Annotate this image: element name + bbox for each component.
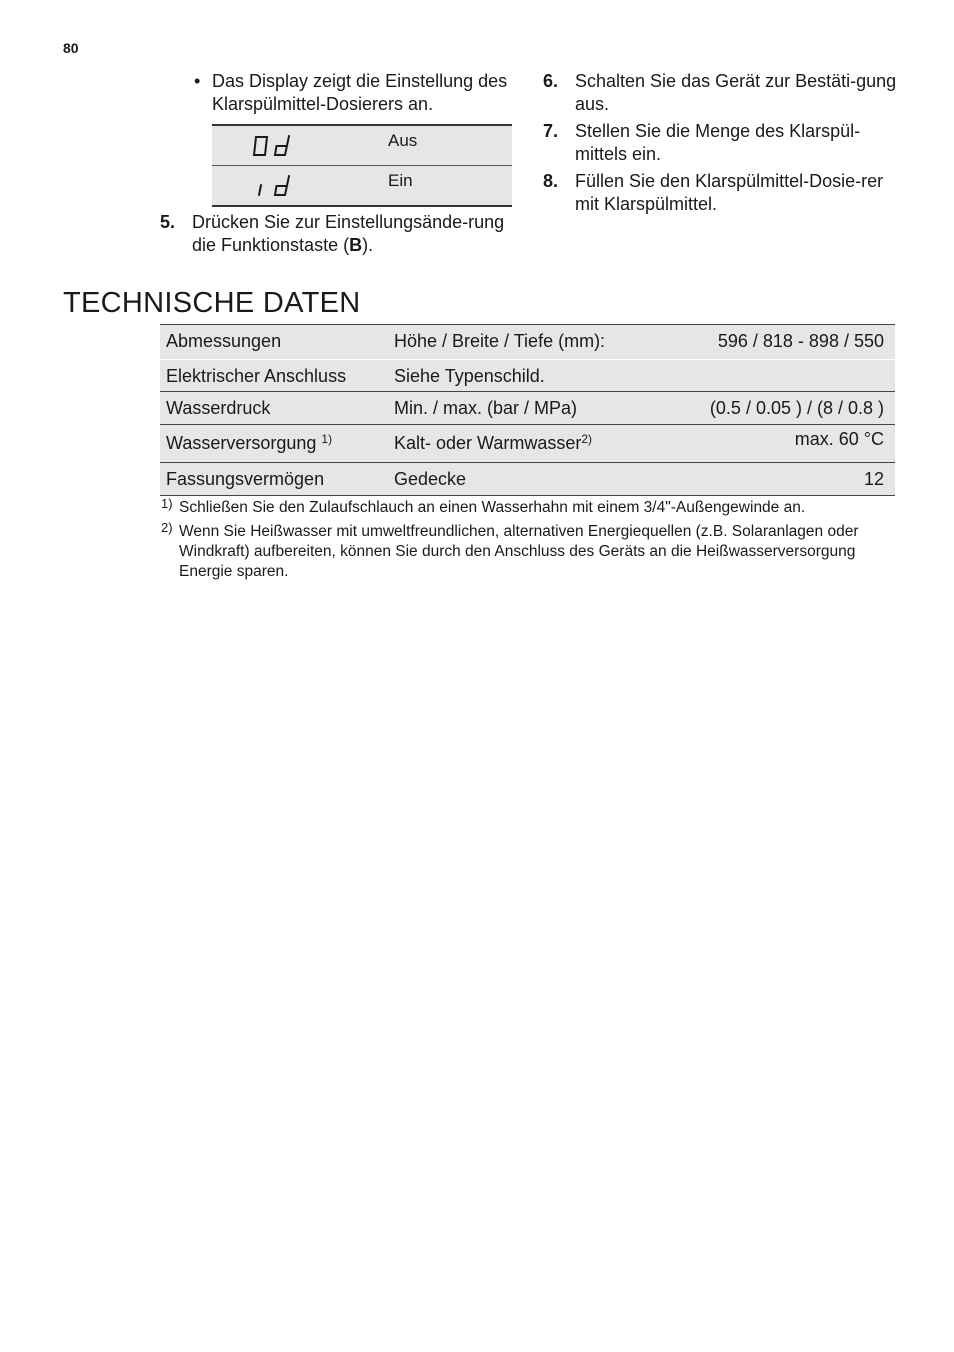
row-label: Abmessungen [166, 331, 282, 351]
table-row [160, 359, 895, 391]
step-number: 7. [543, 121, 559, 141]
footnote-text: Wenn Sie Heißwasser mit umweltfreundlichen, alternativen Energiequellen (z.B. Solaranlagen oder Windkraft) aufbereiten, können Sie durch den Anschluss des Geräts an die Heißwasserversorgung Energie sparen. [179, 523, 859, 580]
row-label: Wasserversorgung $^{1)}$ [166, 432, 333, 453]
row-parameter: Höhe / Breite / Tiefe (mm): [394, 331, 606, 351]
bullet-item [160, 70, 515, 116]
section-title: TECHNISCHE DATEN [63, 287, 361, 320]
table-row [160, 424, 895, 462]
display-row-on [212, 165, 512, 205]
footnote-ref: 1) [321, 432, 333, 446]
row-value: (0.5 / 0.05 ) / (8 / 0.8 ) [709, 398, 884, 418]
row-label: Wasserdruck [166, 398, 271, 418]
step-number: 5. [160, 212, 176, 232]
footnotes [160, 498, 900, 586]
step-7 [543, 120, 898, 166]
table-row [160, 462, 895, 495]
step-number: 8. [543, 171, 559, 191]
row-parameter: Gedecke [394, 469, 467, 489]
row-value: 596 / 818 - 898 / 550 [717, 331, 884, 351]
display-label-off: Aus [388, 131, 418, 150]
display-code-0d [212, 126, 388, 165]
step-text: Drücken Sie zur Einstellungsände-rung die Funktionstaste (B). [192, 212, 505, 255]
step-number: 6. [543, 71, 559, 91]
row-parameter: Siehe Typenschild. [394, 366, 545, 386]
footnote-mark: 2) [161, 520, 173, 535]
footnote-mark: 1) [161, 496, 173, 511]
bullet-text: Das Display zeigt die Einstellung des Klarspülmittel-Dosierers an. [212, 71, 508, 114]
technical-data-table [160, 324, 895, 496]
function-key-label: B [349, 235, 363, 255]
step-text: Schalten Sie das Gerät zur Bestäti-gung aus. [575, 71, 897, 114]
footnote-ref: 2) [581, 432, 593, 446]
table-row [160, 325, 895, 359]
footnote-1 [160, 498, 900, 518]
step-text: Füllen Sie den Klarspülmittel-Dosie-rer mit Klarspülmittel. [575, 171, 884, 214]
row-parameter: Min. / max. (bar / MPa) [394, 398, 578, 418]
row-parameter: Kalt- oder Warmwasser$^{2)}$ [394, 432, 593, 453]
row-value: 12 [863, 469, 884, 489]
row-value: max. 60 °C [794, 429, 884, 449]
step-6 [543, 70, 898, 116]
step-text: Stellen Sie die Menge des Klarspül-mittels ein. [575, 121, 861, 164]
row-label: Elektrischer Anschluss [166, 366, 347, 386]
page-number: 80 [63, 40, 79, 56]
segment-display-0d-icon [252, 134, 292, 158]
footnote-2 [160, 522, 900, 582]
table-row [160, 391, 895, 424]
row-label: Fassungsvermögen [166, 469, 325, 489]
display-row-off [212, 126, 512, 165]
display-label-on: Ein [388, 171, 413, 190]
segment-display-1d-icon [252, 174, 292, 198]
display-setting-table [212, 124, 512, 207]
footnote-text: Schließen Sie den Zulaufschlauch an einen Wasserhahn mit einem 3/4"-Außengewinde an. [179, 499, 806, 516]
right-column [543, 70, 898, 220]
step-8 [543, 170, 898, 216]
bullet-dot: • [194, 71, 201, 91]
left-column [160, 70, 515, 261]
display-code-1d [212, 166, 388, 205]
row-value [704, 360, 895, 391]
step-5 [160, 211, 515, 257]
